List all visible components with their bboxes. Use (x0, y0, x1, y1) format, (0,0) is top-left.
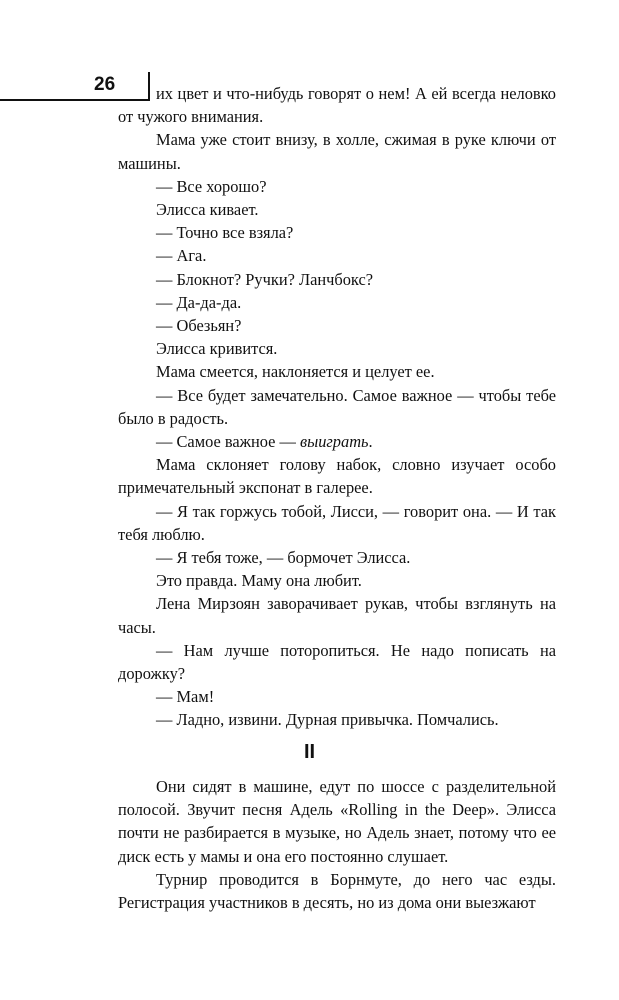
paragraph: — Мам! (156, 687, 215, 707)
paragraph: — Все хорошо? (156, 176, 267, 196)
italic-emphasis: выиграть (300, 432, 369, 452)
paragraph: Мама уже стоит внизу, в холле, сжимая в руке ключи от машины. (118, 130, 556, 173)
paragraph: — Точно все взяла? (156, 223, 294, 243)
paragraph: Мама склоняет голову набок, словно изучает особо примечательный экспонат в галерее. (118, 455, 556, 498)
paragraph: Лена Мирзоян заворачивает рукав, чтобы взглянуть на часы. (118, 594, 556, 637)
body-text (118, 82, 556, 732)
paragraph: Элисса кривится. (156, 339, 278, 359)
paragraph: — Обезьян? (156, 316, 242, 336)
paragraph: — Ага. (156, 246, 207, 266)
paragraph: — Блокнот? Ручки? Ланчбокс? (156, 269, 374, 289)
section-number: II (303, 741, 316, 763)
paragraph: — Все будет замечательно. Самое важное — чтобы тебе было в радость. (118, 385, 556, 428)
paragraph: их цвет и что-нибудь говорят о нем! А ей всегда неловко от чужого внимания. (118, 84, 556, 127)
italic-line-suffix: . (368, 432, 373, 452)
paragraph: Это правда. Маму она любит. (156, 571, 362, 591)
paragraph: — Я так горжусь тобой, Лисси, — говорит она. — И так тебя люблю. (118, 501, 556, 544)
paragraph: — Я тебя тоже, — бормочет Элисса. (156, 548, 411, 568)
paragraph: — Ладно, извини. Дурная привычка. Помчались. (156, 710, 499, 730)
italic-line-prefix: — Самое важное — (156, 432, 300, 452)
paragraph: — Нам лучше поторопиться. Не надо пописать на дорожку? (118, 640, 556, 684)
page-number: 26 (94, 74, 116, 95)
section-body-text (118, 775, 556, 914)
paragraph: Мама смеется, наклоняется и целует ее. (156, 362, 435, 382)
paragraph: — Да-да-да. (156, 292, 242, 312)
paragraph-italic-line (118, 430, 556, 453)
paragraph: Они сидят в машине, едут по шоссе с разделительной полосой. Звучит песня Адель «Rolling in the Deep». Элисса почти не разбирается в музыке, но Адель знает, потому что ее диск есть у мамы и она его постоянно слушает. (118, 777, 556, 866)
paragraph: Турнир проводится в Борнмуте, до него час езды. Регистрация участников в десять, но из дома они выезжают (118, 869, 556, 913)
paragraph: Элисса кивает. (156, 200, 259, 220)
